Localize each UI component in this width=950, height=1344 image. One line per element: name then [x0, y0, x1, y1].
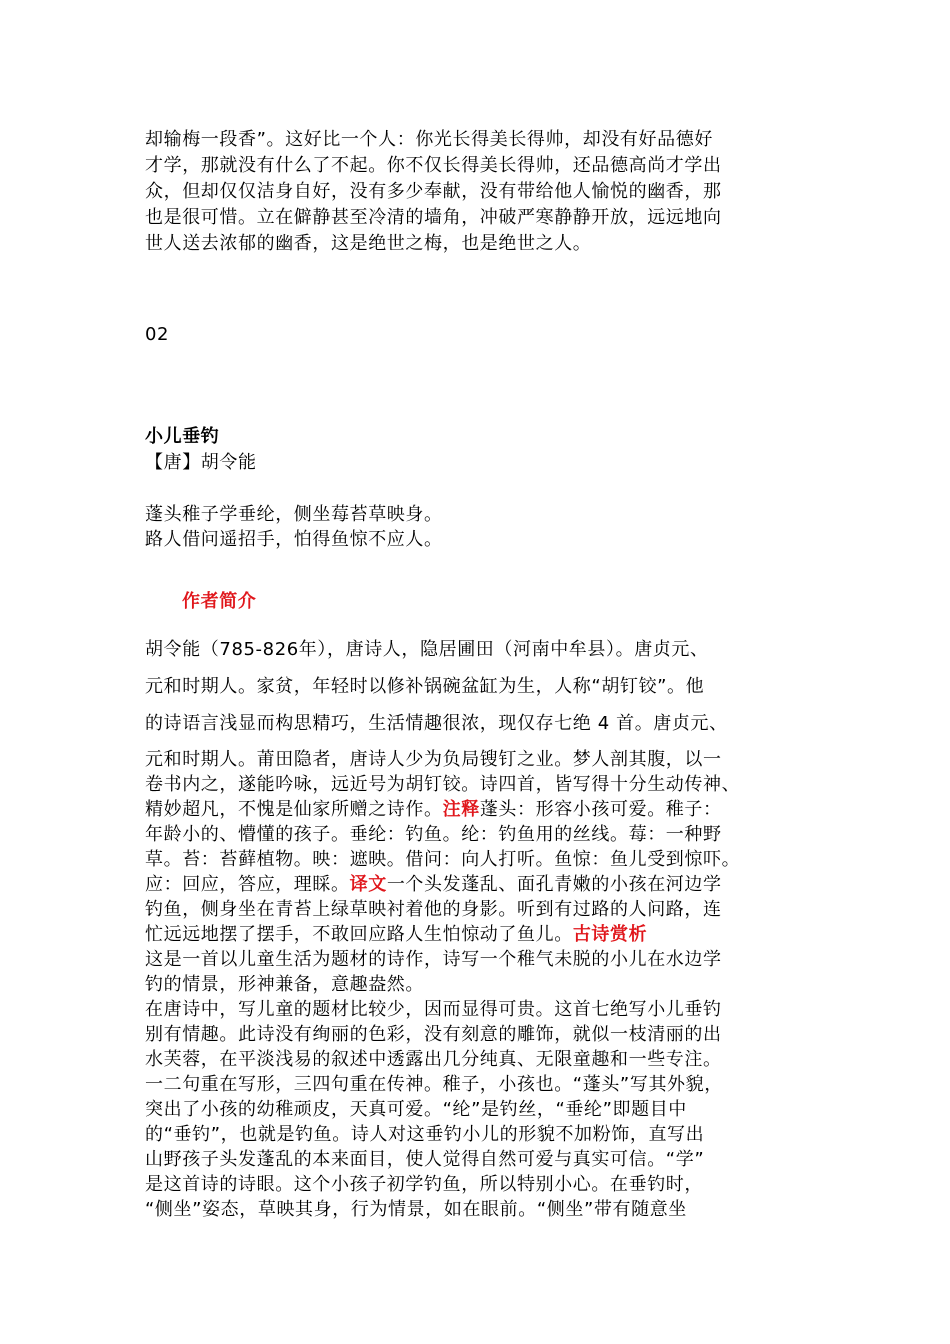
- body-line-5: 草。苔：苔藓植物。映：遮映。借问：向人打听。鱼惊：鱼儿受到惊吓。: [145, 849, 741, 870]
- poem-title: 小儿垂钓: [145, 426, 220, 447]
- section-number: 02: [145, 324, 170, 345]
- body-line-9: 这是一首以儿童生活为题材的诗作，诗写一个稚气未脱的小儿在水边学: [145, 949, 722, 970]
- bio-line-1: 胡令能（785-826年），唐诗人，隐居圃田（河南中牟县）。唐贞元、: [145, 639, 709, 660]
- annotation-label: 注释: [442, 799, 480, 820]
- body-line-1: 元和时期人。莆田隐者，唐诗人少为负局锼钉之业。梦人剖其腹，以一: [145, 749, 722, 770]
- body-line-3-tail: 蓬头：形容小孩可爱。稚子：: [479, 799, 722, 820]
- body-line-6: [145, 872, 722, 898]
- body-line-18: 是这首诗的诗眼。这个小孩子初学钓鱼，所以特别小心。在垂钓时，: [145, 1174, 703, 1195]
- translation-label: 译文: [349, 874, 387, 895]
- appreciation-label: 古诗赏析: [572, 924, 648, 945]
- author-heading: 作者简介: [182, 591, 257, 612]
- body-line-16: 的“垂钓”，也就是钓鱼。诗人对这垂钓小儿的形貌不加粉饰，直写出: [145, 1124, 705, 1145]
- body-line-8: [145, 922, 647, 948]
- intro-line-1: 却输梅一段香”。这好比一个人：你光长得美长得帅，却没有好品德好: [145, 129, 713, 150]
- body-line-15: 突出了小孩的幼稚顽皮，天真可爱。“纶”是钓丝，“垂纶”即题目中: [145, 1099, 687, 1120]
- body-line-17: 山野孩子头发蓬乱的本来面目，使人觉得自然可爱与真实可信。“学”: [145, 1149, 705, 1170]
- intro-line-3: 众，但却仅仅洁身自好，没有多少奉献，没有带给他人愉悦的幽香，那: [145, 181, 722, 202]
- body-line-14: 一二句重在写形，三四句重在传神。稚子，小孩也。“蓬头”写其外貌，: [145, 1074, 723, 1095]
- bio-line-2: 元和时期人。家贫，年轻时以修补锅碗盆缸为生，人称“胡钉铰”。他: [145, 676, 705, 697]
- poem-author: 【唐】胡令能: [145, 452, 257, 473]
- body-line-8-text: 忙远远地摆了摆手，不敢回应路人生怕惊动了鱼儿。: [145, 924, 573, 945]
- body-line-4: 年龄小的、懵懂的孩子。垂纶：钓鱼。纶：钓鱼用的丝线。莓：一种野: [145, 824, 722, 845]
- body-line-12: 别有情趣。此诗没有绚丽的色彩，没有刻意的雕饰，就似一枝清丽的出: [145, 1024, 722, 1045]
- intro-line-4: 也是很可惜。立在僻静甚至冷清的墙角，冲破严寒静静开放，远远地向: [145, 207, 722, 228]
- intro-line-5: 世人送去浓郁的幽香，这是绝世之梅，也是绝世之人。: [145, 233, 592, 254]
- poem-line-2: 路人借问遥招手，怕得鱼惊不应人。: [145, 529, 443, 550]
- body-line-6-tail: 一个头发蓬乱、面孔青嫩的小孩在河边学: [386, 874, 722, 895]
- body-line-2: 卷书内之，遂能吟咏，远近号为胡钉铰。诗四首，皆写得十分生动传神、: [145, 774, 741, 795]
- bio-line-3: 的诗语言浅显而构思精巧，生活情趣很浓，现仅存七绝 4 首。唐贞元、: [145, 713, 728, 734]
- body-line-19: “侧坐”姿态，草映其身，行为情景，如在眼前。“侧坐”带有随意坐: [145, 1199, 687, 1220]
- poem-line-1: 蓬头稚子学垂纶，侧坐莓苔草映身。: [145, 504, 443, 525]
- body-line-6-text: 应：回应，答应，理睬。: [145, 874, 350, 895]
- body-line-3: [145, 797, 722, 823]
- body-line-13: 水芙蓉，在平淡浅易的叙述中透露出几分纯真、无限童趣和一些专注。: [145, 1049, 722, 1070]
- body-line-11: 在唐诗中，写儿童的题材比较少，因而显得可贵。这首七绝写小儿垂钓: [145, 999, 722, 1020]
- body-line-3-text: 精妙超凡，不愧是仙家所赠之诗作。: [145, 799, 443, 820]
- body-line-7: 钓鱼，侧身坐在青苔上绿草映衬着他的身影。听到有过路的人问路，连: [145, 899, 722, 920]
- body-line-10: 钓的情景，形神兼备，意趣盎然。: [145, 974, 424, 995]
- intro-line-2: 才学，那就没有什么了不起。你不仅长得美长得帅，还品德高尚才学出: [145, 155, 722, 176]
